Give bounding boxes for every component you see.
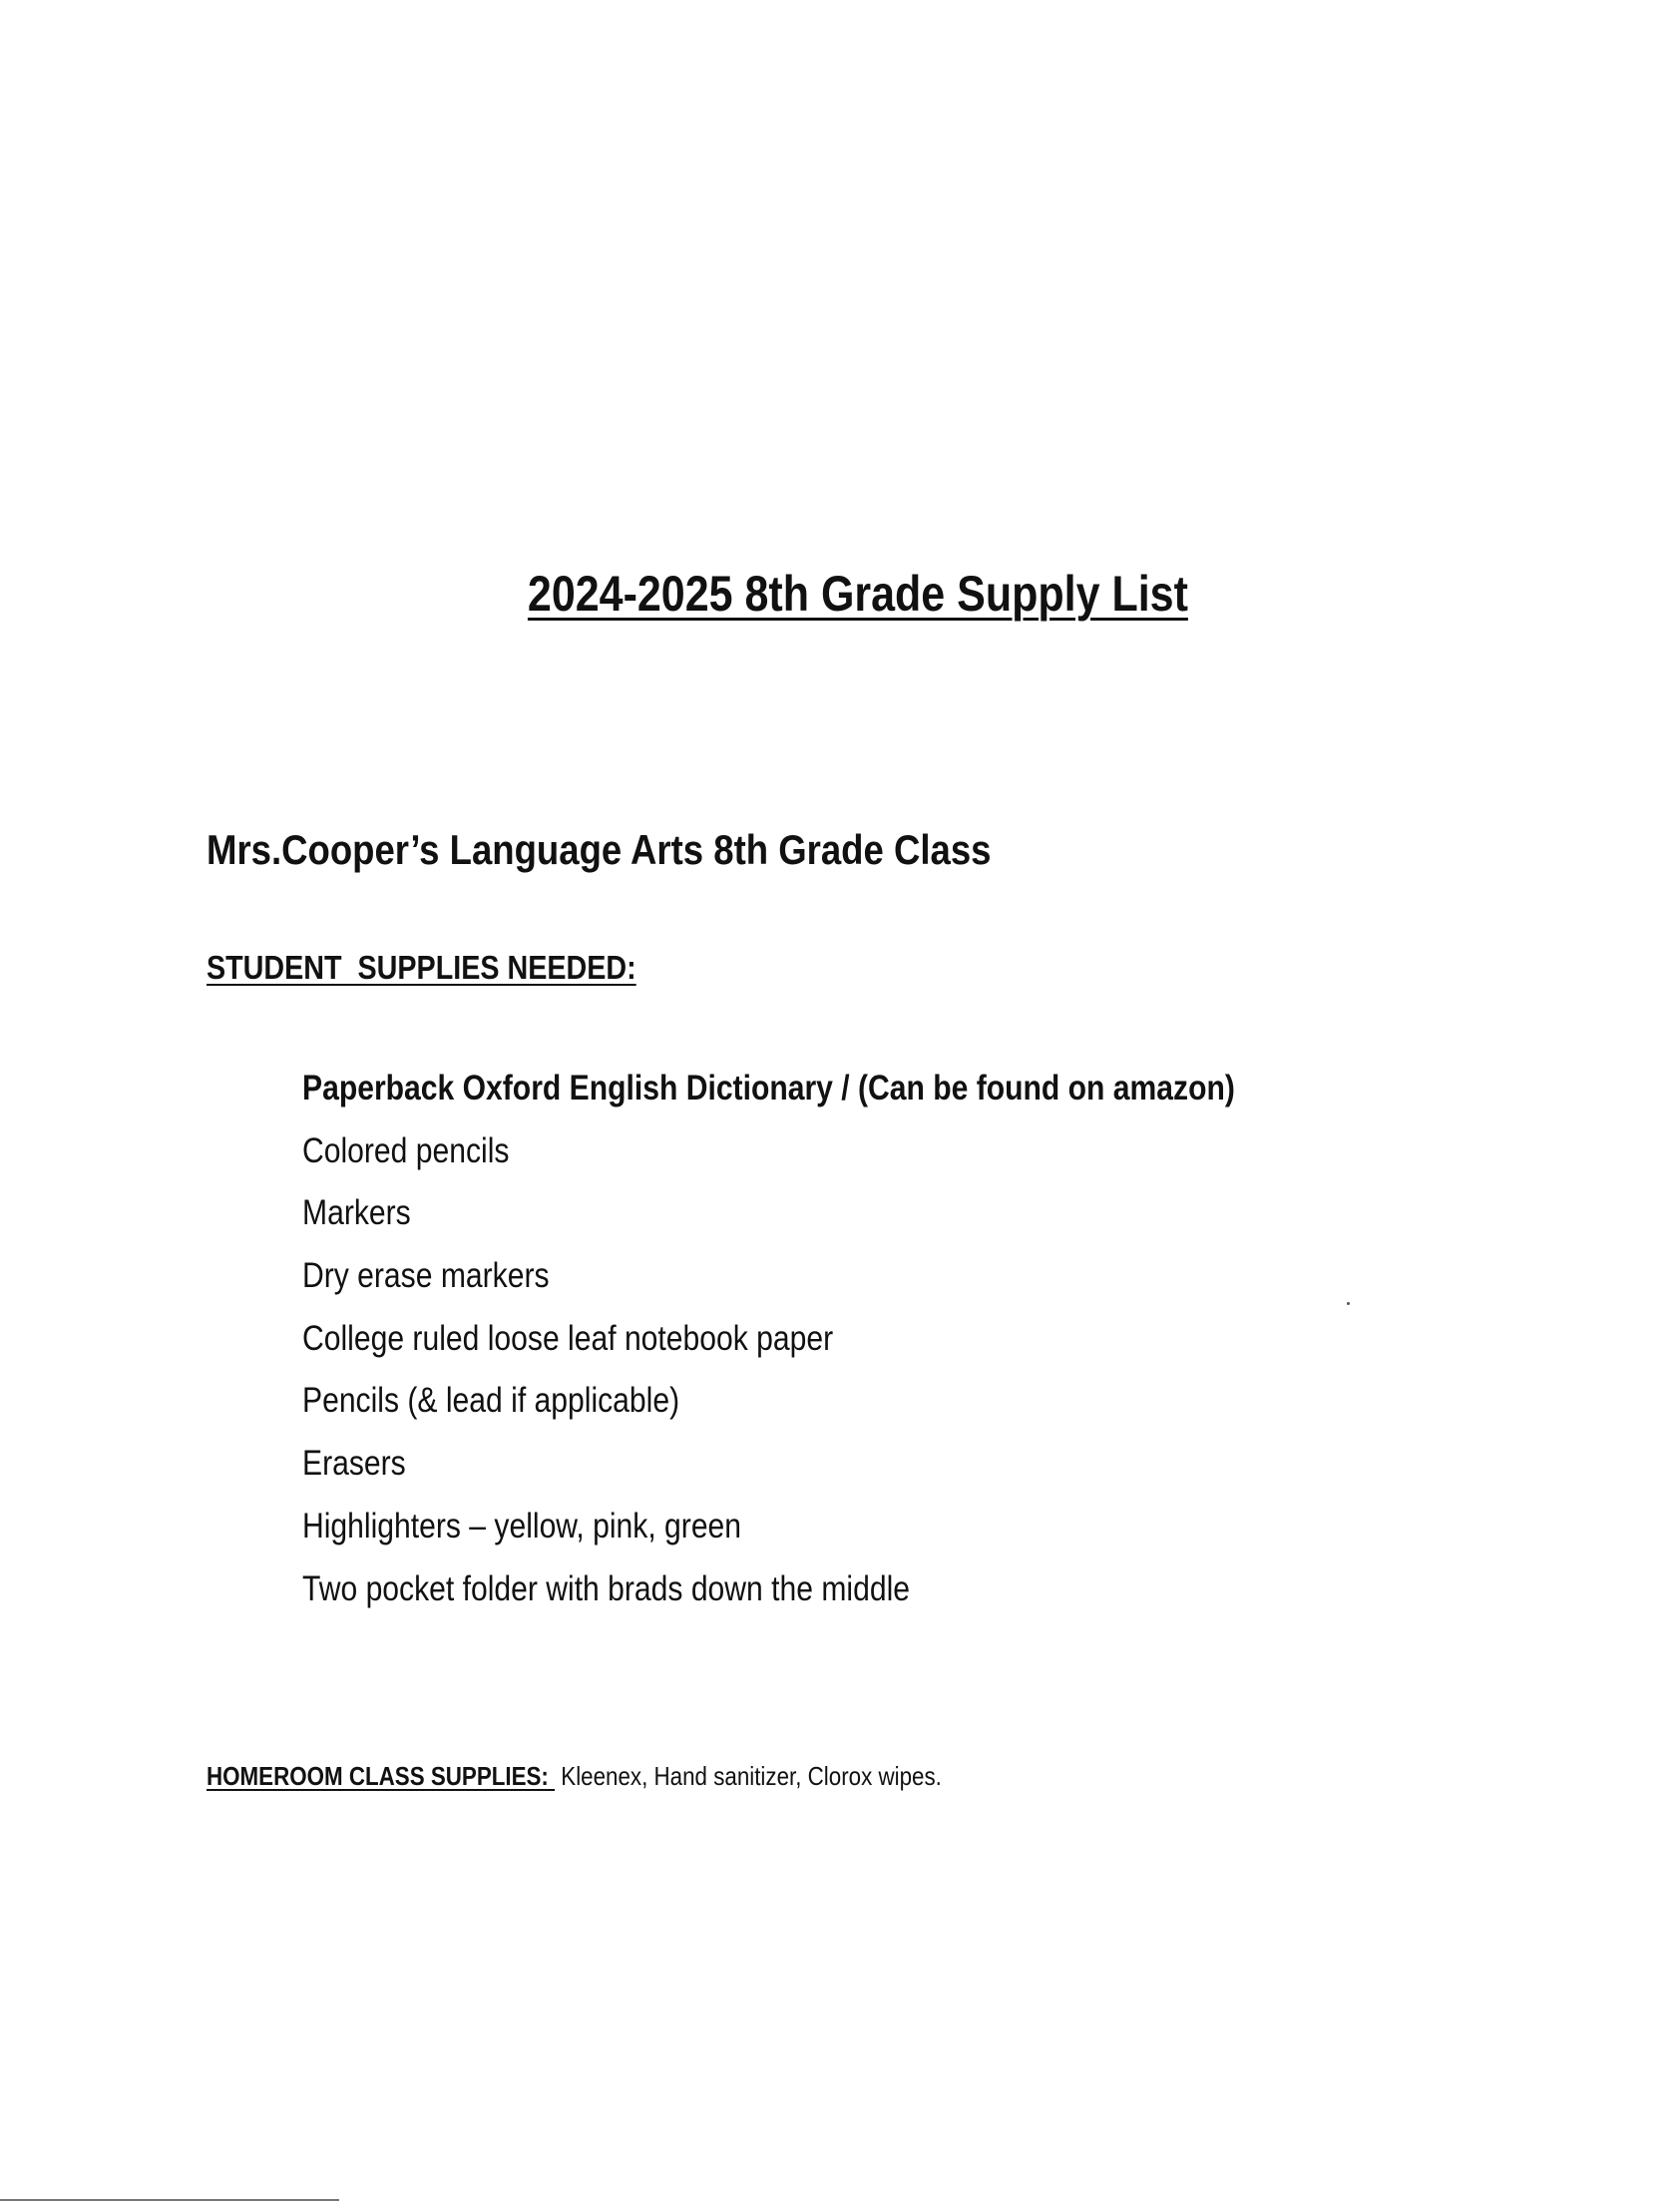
supply-item-erasers: Erasers [302, 1444, 406, 1484]
supply-item-markers: Markers [302, 1193, 411, 1233]
supply-item-dry-erase-markers: Dry erase markers [302, 1256, 550, 1296]
page-title: 2024-2025 8th Grade Supply List [527, 566, 1188, 622]
supply-item-pocket-folder: Two pocket folder with brads down the middle [302, 1568, 911, 1608]
supply-item-highlighters: Highlighters – yellow, pink, green [302, 1506, 742, 1545]
supply-item-dictionary: Paperback Oxford English Dictionary / (Can be found on amazon) [302, 1069, 1235, 1107]
scan-speck [1347, 1302, 1350, 1305]
supply-list [302, 1065, 1387, 1627]
student-supplies-heading: STUDENT SUPPLIES NEEDED: [207, 949, 636, 986]
homeroom-supplies-label: HOMEROOM CLASS SUPPLIES: [207, 1761, 556, 1791]
class-heading: Mrs.Cooper’s Language Arts 8th Grade Class [207, 826, 992, 873]
supply-item-colored-pencils: Colored pencils [302, 1130, 510, 1170]
supply-item-pencils: Pencils (& lead if applicable) [302, 1381, 680, 1421]
homeroom-supplies [207, 1761, 942, 1792]
supply-item-notebook-paper: College ruled loose leaf notebook paper [302, 1318, 834, 1358]
homeroom-supplies-text: Kleenex, Hand sanitizer, Clorox wipes. [555, 1761, 942, 1791]
scan-edge-line [0, 2199, 339, 2201]
